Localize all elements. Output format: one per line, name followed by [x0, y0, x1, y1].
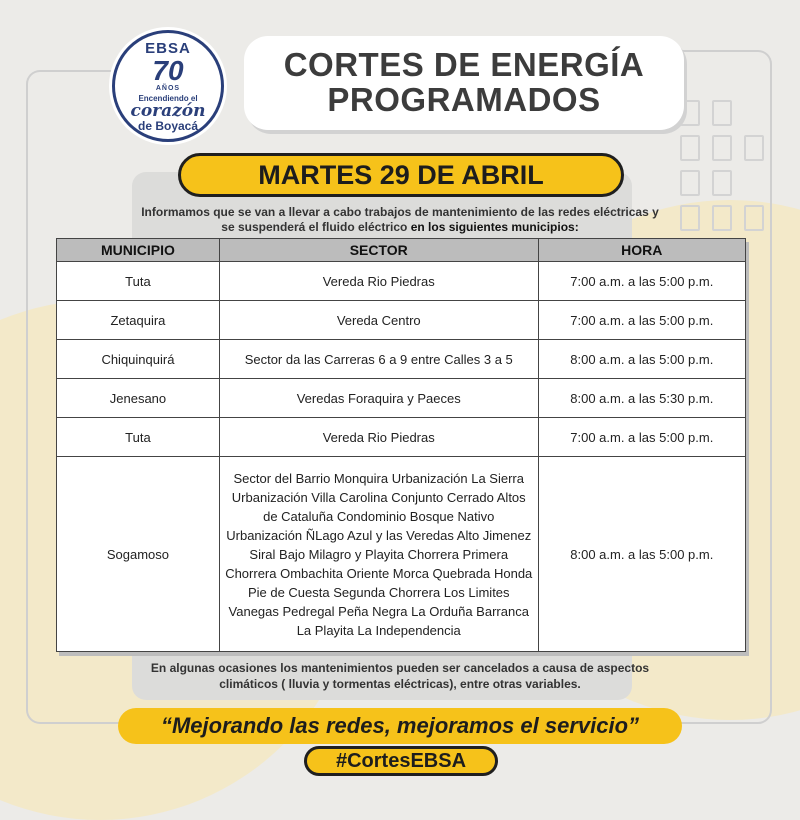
row-municipio: Jenesano: [57, 379, 220, 418]
row-sector: Sector da las Carreras 6 a 9 entre Calles 3 a 5: [219, 340, 538, 379]
row-hora: 8:00 a.m. a las 5:00 p.m.: [538, 340, 745, 379]
row-sector: Vereda Rio Piedras: [219, 418, 538, 457]
hashtag-pill: #CortesEBSA: [304, 746, 498, 776]
logo-tagline-1: Encendiendo el: [138, 93, 198, 103]
logo-brand: EBSA: [145, 39, 191, 57]
title-card: [244, 36, 684, 130]
row-municipio: Chiquinquirá: [57, 340, 220, 379]
ebsa-logo: [112, 30, 224, 142]
logo-years: 70: [152, 54, 184, 86]
row-municipio: Sogamoso: [57, 457, 220, 652]
table-header-row: [57, 239, 746, 262]
intro-text: [140, 205, 660, 235]
row-sector: Vereda Centro: [219, 301, 538, 340]
header-sector: SECTOR: [219, 239, 538, 262]
logo-tagline-2: corazón: [130, 100, 206, 121]
row-municipio: Tuta: [57, 262, 220, 301]
row-hora: 8:00 a.m. a las 5:30 p.m.: [538, 379, 745, 418]
table-row: [57, 418, 746, 457]
row-municipio: Zetaquira: [57, 301, 220, 340]
logo-years-label: AÑOS: [155, 84, 181, 92]
row-hora: 7:00 a.m. a las 5:00 p.m.: [538, 301, 745, 340]
row-hora: 7:00 a.m. a las 5:00 p.m.: [538, 418, 745, 457]
table-row: [57, 262, 746, 301]
schedule-table: [56, 238, 746, 652]
title-line-1: CORTES DE ENERGÍA: [283, 46, 645, 84]
row-sector: Veredas Foraquira y Paeces: [219, 379, 538, 418]
header-hora: HORA: [538, 239, 745, 262]
intro-plain: Informamos que se van a llevar a cabo trabajos de mantenimiento de las redes eléctricas y se suspenderá el fluido eléctrico: [141, 205, 659, 234]
row-hora: 8:00 a.m. a las 5:00 p.m.: [538, 457, 745, 652]
table-row: [57, 301, 746, 340]
row-hora: 7:00 a.m. a las 5:00 p.m.: [538, 262, 745, 301]
header-municipio: MUNICIPIO: [57, 239, 220, 262]
disclaimer-note: En algunas ocasiones los mantenimientos pueden ser cancelados a causa de aspectos climáticos ( lluvia y tormentas eléctricas), entre otras variables.: [150, 661, 650, 691]
date-pill: MARTES 29 DE ABRIL: [178, 153, 624, 197]
table-row: [57, 457, 746, 652]
logo-tagline-3: de Boyacá: [137, 118, 199, 133]
row-sector: Sector del Barrio Monquira Urbanización La Sierra Urbanización Villa Carolina Conjunto Cerrado Altos de Cataluña Condominio Bosque Nativo Urbanización ÑLago Azul y las Veredas Alto Jimenez Siral Bajo Milagro y Playita Chorrera Primera Chorrera Ombachita Oriente Morca Quebrada Honda Pie de Cuesta Segunda Chorrera Los Limites Vanegas Pedregal Peña Negra La Orduña Barranca La Playita La Independencia: [219, 457, 538, 652]
slogan-banner: “Mejorando las redes, mejoramos el servicio”: [118, 708, 682, 744]
table-row: [57, 340, 746, 379]
row-sector: Vereda Rio Piedras: [219, 262, 538, 301]
table-row: [57, 379, 746, 418]
title-line-2: PROGRAMADOS: [327, 81, 601, 118]
intro-bold: en los siguientes municipios:: [410, 220, 579, 234]
row-municipio: Tuta: [57, 418, 220, 457]
